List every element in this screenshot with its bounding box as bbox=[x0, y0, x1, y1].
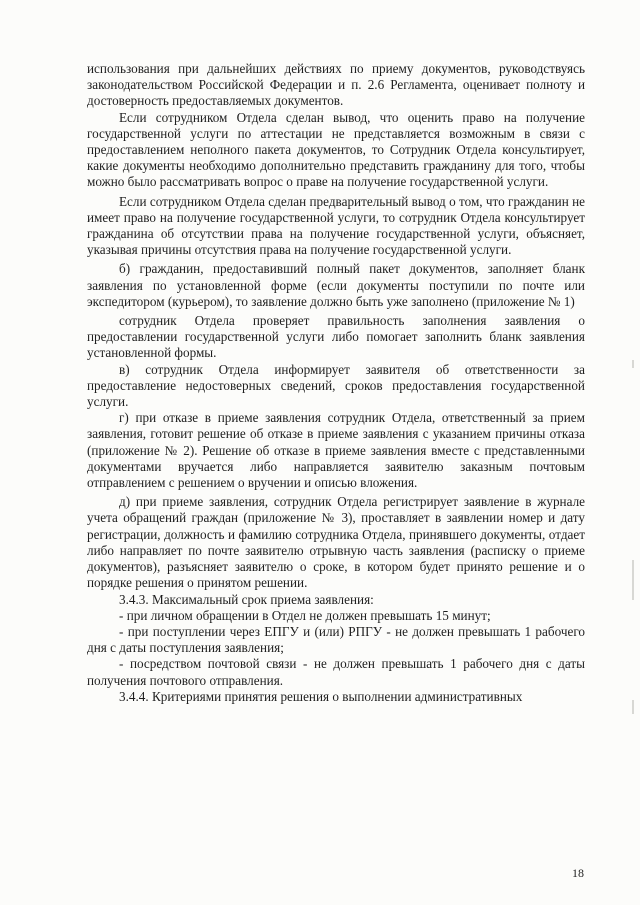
page-body bbox=[87, 61, 585, 705]
paragraph-11: - при поступлении через ЕПГУ и (или) РПГУ - не должен превышать 1 рабочего дня с даты поступления заявления; bbox=[87, 623, 585, 656]
paragraph-2: Если сотрудником Отдела сделан вывод, что оценить право на получение государственной услуги по аттестации не представляется возможным в связи с предоставлением неполного пакета документов, то Сотрудник Отдела консультирует, какие документы необходимо дополнительно представить гражданину для того, чтобы можно было рассматривать вопрос о праве на получение государственной услуги. bbox=[87, 109, 585, 190]
page-number: 18 bbox=[572, 866, 584, 880]
paragraph-9: 3.4.3. Максимальный срок приема заявления: bbox=[119, 591, 374, 607]
paragraph-10: - при личном обращении в Отдел не должен превышать 15 минут; bbox=[119, 607, 491, 623]
paragraph-3: Если сотрудником Отдела сделан предварительный вывод о том, что гражданин не имеет право на получение государственной услуги, то сотрудник Отдела консультирует гражданина об отсутствии права на получение государственной услуги, объясняет, указывая причины отсутствия права на получение государственной услуги. bbox=[87, 193, 585, 258]
paragraph-8: д) при приеме заявления, сотрудник Отдела регистрирует заявление в журнале учета обращений граждан (приложение № 3), проставляет в заявлении номер и дату регистрации, должность и фамилию сотрудника Отдела, принявшего документы, отдает либо направляет по почте заявителю отрывную часть заявления (расписку о приеме документов), разъясняет заявителю о сроке, в котором будет принято решение и о порядке решения о принятом решении. bbox=[87, 494, 585, 591]
scan-margin-mark bbox=[632, 700, 634, 714]
paragraph-13: 3.4.4. Критериями принятия решения о выполнении административных bbox=[119, 688, 523, 704]
paragraph-5: сотрудник Отдела проверяет правильность заполнения заявления о предоставлении государственной услуги либо помогает заполнить бланк заявления установленной формы. bbox=[87, 313, 585, 361]
paragraph-4: б) гражданин, предоставивший полный пакет документов, заполняет бланк заявления по установленной форме (если документы поступили по почте или экспедитором (курьером), то заявление должно быть уже заполнено (приложение № 1) bbox=[87, 261, 585, 309]
paragraph-7: г) при отказе в приеме заявления сотрудник Отдела, ответственный за прием заявления, готовит решение об отказе в приеме заявления с указанием причины отказа (приложение № 2). Решение об отказе в приеме заявления вместе с представленными документами вручается либо направляется заявителю заказным почтовым отправлением с решением о вручении и описью вложения. bbox=[87, 410, 585, 491]
scan-margin-mark bbox=[632, 360, 634, 368]
paragraph-12: - посредством почтовой связи - не должен превышать 1 рабочего дня с даты получения почтового отправления. bbox=[87, 656, 585, 688]
scan-margin-mark bbox=[632, 560, 634, 600]
paragraph-1: использования при дальнейших действиях по приему документов, руководствуясь законодательством Российской Федерации и п. 2.6 Регламента, оценивает полноту и достоверность предоставляемых документов. bbox=[87, 61, 585, 109]
paragraph-6: в) сотрудник Отдела информирует заявителя об ответственности за предоставление недостоверных сведений, сроков предоставления государственной услуги. bbox=[87, 361, 585, 410]
